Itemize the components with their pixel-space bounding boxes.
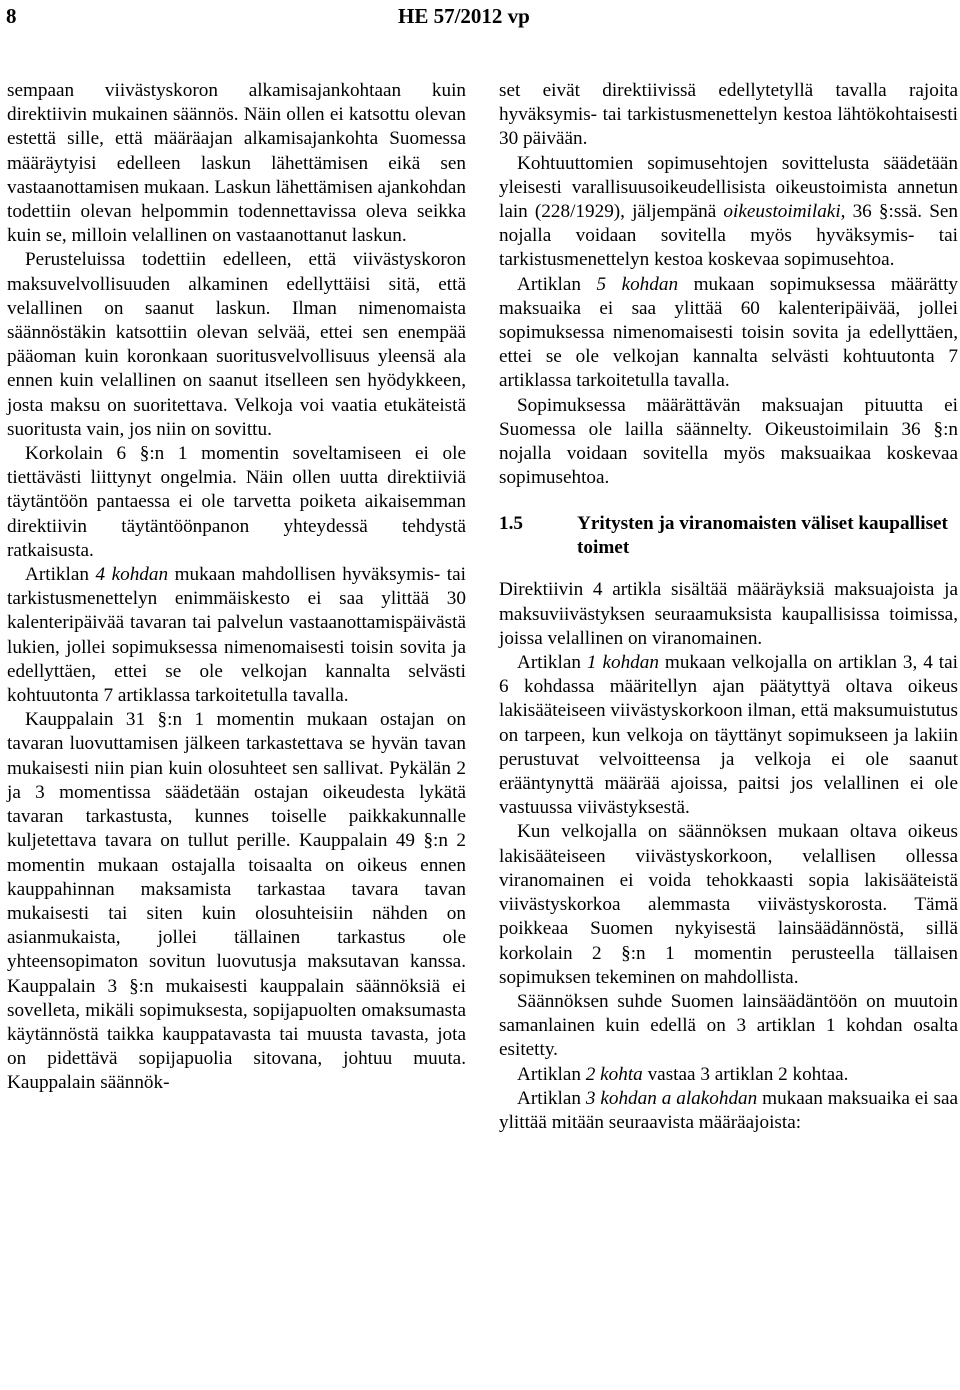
paragraph: Korkolain 6 §:n 1 momentin soveltamiseen ei ole tiettävästi liittynyt ongelmia. Näin ollen uutta direktiiviä täytäntöön pantaessa ei ole tarvetta poiketa aikaisemman direktiivin täytäntöönpanon yhteydessä tehdystä ratkaisusta. (7, 443, 466, 561)
paragraph: Perusteluissa todettiin edelleen, että viivästyskoron maksuvelvollisuuden alkaminen edellyttäisi sitä, että velallinen on saanut laskun. Ilman nimenomaista säännöstäkin katsottiin olevan selvää, ettei sen enempää pääoman kuin koronkaan suoritusvelvollisuus yleensä ala ennen kuin velallinen on saanut itselleen sen hyödykkeen, josta maksu on suoritettava. Velkoja voi vaatia etukäteistä suoritusta vain, jos niin on sovittu. (7, 249, 466, 440)
paragraph: Kauppalain 31 §:n 1 momentin mukaan ostajan on tavaran luovuttamisen jälkeen tarkastettava se hyvän tavan mukaisesti niin pian kuin olosuhteet sen sallivat. Pykälän 2 ja 3 momentissa säädetään ostajan oikeudesta lykätä tavaran tarkastusta, kunnes toiselle paikkakunnalle kuljetettava tavara on tullut perille. Kauppalain 49 §:n 2 momentin mukaan ostajalla toisaalta on oikeus ennen kauppahinnan maksamista tarkastaa tavara tavan mukaisesti tai siten kuin olosuhteisiin nähden on asianmukaista, jollei tällainen tarkastus ole yhteensopimaton sovitun luovutusja maksutavan kanssa. Kauppalain 3 §:n mukaisesti kauppalain säännöksiä ei sovelleta, mikäli sopimuksesta, sopijapuolten omaksumasta käytännöstä taikka kauppatavasta tai muusta tavasta, jota on pidettävä sopijapuolia sitovana, johtuu muuta. Kauppalain säännök- (7, 709, 466, 1094)
italic-reference: 3 kohdan a alakohdan (585, 1087, 758, 1109)
italic-reference: 1 kohdan (586, 652, 659, 674)
paragraph (499, 651, 958, 820)
text-run: Artiklan (517, 273, 597, 295)
paragraph: Sopimuksessa määrättävän maksuajan pituutta ei Suomessa ole lailla säännelty. Oikeustoimilain 36 §:n nojalla voidaan sovitella myös maksuaikaa koskevaa sopimusehtoa. (499, 394, 958, 489)
text-run: mukaan sopimuksessa määrätty maksuaika ei saa ylittää 60 kalenteripäivää, jollei sopimuksessa nimenomaisesti toisin sovita ja edellyttäen, ettei se ole velkojan kannalta selvästi kohtuutonta 7 artiklassa tarkoitetulla tavalla. (499, 273, 958, 392)
document-id: HE 57/2012 vp (398, 4, 530, 28)
text-run: Artiklan (517, 1087, 586, 1109)
paragraph (499, 1087, 958, 1135)
section-number: 1.5 (499, 513, 523, 535)
right-column (499, 79, 958, 1135)
text-run: , 36 §:ssä. Sen nojalla voidaan sovitella myös hyväksymis- tai tarkistusmenettelyn kestoa koskevaa sopimusehtoa. (499, 201, 959, 271)
page-number: 8 (6, 4, 17, 28)
paragraph (7, 563, 466, 708)
paragraph: sempaan viivästyskoron alkamisajankohtaan kuin direktiivin mukainen säännös. Näin ollen ei katsottu olevan estettä sille, että määräajan alkamisajankohta Suomessa määräytyisi edelleen laskun lähettämisen eikä sen vastaanottamisen mukaan. Laskun lähettämisen ajankohdan todettiin olevan helpommin todennettavissa oleva seikka kuin se, milloin velallinen on vastaanottanut laskun. (7, 80, 466, 247)
text-run: mukaan maksuaika ei saa ylittää mitään seuraavista määräajoista: (499, 1087, 958, 1133)
paragraph: Direktiivin 4 artikla sisältää määräyksiä maksuajoista ja maksuviivästyksen seuraamuksista kaupallisissa toimissa, joissa velallinen on viranomainen. (499, 579, 958, 649)
italic-reference: oikeustoimilaki (723, 201, 841, 223)
paragraph (499, 273, 958, 394)
italic-reference: 5 kohdan (596, 273, 679, 295)
paragraph: Säännöksen suhde Suomen lainsäädäntöön on muutoin samanlainen kuin edellä on 3 artiklan 1 kohdan osalta esitetty. (499, 990, 958, 1061)
text-run: mukaan velkojalla on artiklan 3, 4 tai 6 kohdassa määritellyn ajan päätyttyä oltava oikeus lakisääteiseen viivästyskorkoon ilman, että maksumuistutus on tarpeen, kun velkoja on täyttänyt sopimukseen ja lakiin perustuvat velvoitteensa ja velkoja ei ole saanut erääntynyttä määrää ajoissa, paitsi jos velallinen ei ole vastuussa viivästyksestä. (499, 652, 958, 819)
italic-reference: 2 kohta (585, 1063, 643, 1085)
page-header (0, 4, 960, 36)
text-run: Artiklan (517, 1063, 586, 1085)
paragraph: set eivät direktiivissä edellytetyllä tavalla rajoita hyväksymis- tai tarkistusmenettelyn kestoa lähtökohtaisesti 30 päivään. (499, 80, 958, 150)
paragraph (499, 152, 958, 273)
paragraph: Kun velkojalla on säännöksen mukaan oltava oikeus lakisääteiseen viivästyskorkoon, velallisen ollessa viranomainen ei voida tehokkaasti sopia lakisääteistä viivästyskorkoa alemmasta viivästyskorosta. Tämä poikkeaa Suomen nykyisestä lainsäädännöstä, sillä korkolain 2 §:n 1 momentin perusteella tällaisen sopimuksen tekeminen on mahdollista. (499, 821, 958, 988)
text-run: Artiklan (517, 652, 587, 674)
text-run: Artiklan (25, 564, 96, 586)
paragraph (499, 1063, 958, 1087)
section-title: Yritysten ja viranomaisten väliset kaupalliset toimet (577, 513, 948, 559)
text-run: mukaan mahdollisen hyväksymis- tai tarkistusmenettelyn enimmäiskesto ei saa ylittää 30 kalenteripäivää tavaran tai palvelun vastaanottamispäivästä lukien, jollei sopimuksessa nimenomaisesti toisin sovita ja edellyttäen, ettei se ole velkojan kannalta selvästi kohtuutonta 7 artiklassa tarkoitetulla tavalla. (7, 564, 466, 707)
left-column (7, 79, 466, 1096)
text-run: Kohtuuttomien sopimusehtojen sovittelusta säädetään yleisesti varallisuusoikeudellisista oikeustoimista annetun lain (228/1929), jäljempänä (499, 152, 958, 223)
section-heading (499, 512, 958, 560)
italic-reference: 4 kohdan (95, 564, 169, 586)
text-run: vastaa 3 artiklan 2 kohtaa. (642, 1063, 849, 1085)
